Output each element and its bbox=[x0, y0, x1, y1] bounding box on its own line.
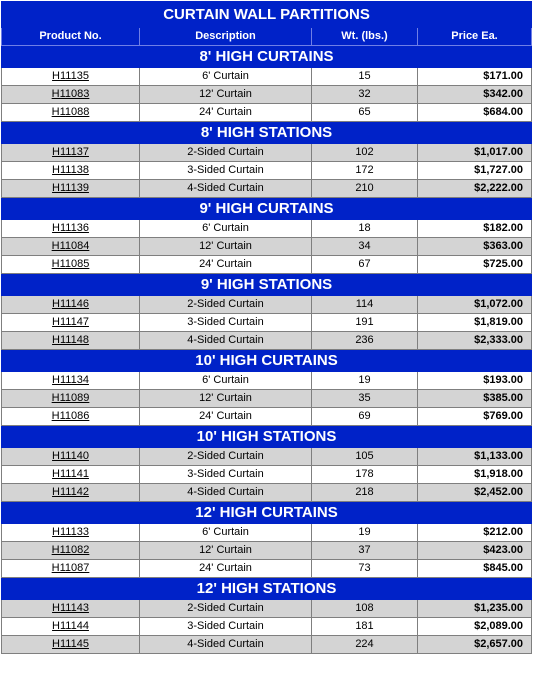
table-row bbox=[2, 162, 532, 180]
description-cell: 3-Sided Curtain bbox=[140, 314, 312, 332]
description-cell: 2-Sided Curtain bbox=[140, 296, 312, 314]
weight-cell: 210 bbox=[312, 180, 418, 198]
table-title: CURTAIN WALL PARTITIONS bbox=[2, 2, 532, 28]
price-cell: $385.00 bbox=[418, 390, 532, 408]
product-number-link[interactable]: H11148 bbox=[52, 334, 89, 346]
price-cell: $684.00 bbox=[418, 104, 532, 122]
price-cell: $423.00 bbox=[418, 542, 532, 560]
description-cell: 3-Sided Curtain bbox=[140, 162, 312, 180]
table-row bbox=[2, 448, 532, 466]
price-cell: $2,452.00 bbox=[418, 484, 532, 502]
price-cell: $193.00 bbox=[418, 372, 532, 390]
weight-cell: 181 bbox=[312, 618, 418, 636]
product-number-cell bbox=[2, 68, 140, 86]
product-number-cell bbox=[2, 86, 140, 104]
weight-cell: 35 bbox=[312, 390, 418, 408]
product-number-link[interactable]: H11147 bbox=[52, 316, 89, 328]
table-row bbox=[2, 296, 532, 314]
section-heading-row bbox=[2, 122, 532, 144]
price-cell: $1,819.00 bbox=[418, 314, 532, 332]
weight-cell: 191 bbox=[312, 314, 418, 332]
weight-cell: 172 bbox=[312, 162, 418, 180]
section-heading: 12' HIGH CURTAINS bbox=[2, 502, 532, 524]
product-number-link[interactable]: H11139 bbox=[52, 182, 89, 194]
description-cell: 12' Curtain bbox=[140, 390, 312, 408]
price-cell: $2,657.00 bbox=[418, 636, 532, 654]
product-number-link[interactable]: H11142 bbox=[52, 486, 89, 498]
weight-cell: 15 bbox=[312, 68, 418, 86]
column-header-product-no: Product No. bbox=[2, 28, 140, 46]
product-number-cell bbox=[2, 144, 140, 162]
product-number-cell bbox=[2, 256, 140, 274]
product-number-cell bbox=[2, 560, 140, 578]
table-row bbox=[2, 636, 532, 654]
table-row bbox=[2, 390, 532, 408]
section-heading: 12' HIGH STATIONS bbox=[2, 578, 532, 600]
table-row bbox=[2, 256, 532, 274]
product-number-cell bbox=[2, 600, 140, 618]
weight-cell: 32 bbox=[312, 86, 418, 104]
product-number-link[interactable]: H11146 bbox=[52, 298, 89, 310]
section-heading-row bbox=[2, 274, 532, 296]
table-row bbox=[2, 618, 532, 636]
price-cell: $1,072.00 bbox=[418, 296, 532, 314]
product-number-cell bbox=[2, 372, 140, 390]
section-heading-row bbox=[2, 426, 532, 448]
table-row bbox=[2, 86, 532, 104]
weight-cell: 34 bbox=[312, 238, 418, 256]
price-cell: $2,089.00 bbox=[418, 618, 532, 636]
weight-cell: 108 bbox=[312, 600, 418, 618]
product-number-link[interactable]: H11141 bbox=[52, 468, 89, 480]
table-row bbox=[2, 524, 532, 542]
section-heading-row bbox=[2, 46, 532, 68]
product-number-link[interactable]: H11083 bbox=[51, 88, 90, 100]
product-number-cell bbox=[2, 524, 140, 542]
table-row bbox=[2, 220, 532, 238]
weight-cell: 19 bbox=[312, 524, 418, 542]
product-number-cell bbox=[2, 542, 140, 560]
weight-cell: 114 bbox=[312, 296, 418, 314]
product-number-cell bbox=[2, 314, 140, 332]
table-row bbox=[2, 600, 532, 618]
product-number-cell bbox=[2, 484, 140, 502]
weight-cell: 236 bbox=[312, 332, 418, 350]
product-number-link[interactable]: H11135 bbox=[52, 70, 89, 82]
table-row bbox=[2, 68, 532, 86]
product-number-cell bbox=[2, 618, 140, 636]
weight-cell: 73 bbox=[312, 560, 418, 578]
description-cell: 12' Curtain bbox=[140, 238, 312, 256]
weight-cell: 37 bbox=[312, 542, 418, 560]
section-heading-row bbox=[2, 350, 532, 372]
table-row bbox=[2, 144, 532, 162]
product-number-cell bbox=[2, 238, 140, 256]
product-number-cell bbox=[2, 180, 140, 198]
column-header-description: Description bbox=[140, 28, 312, 46]
weight-cell: 102 bbox=[312, 144, 418, 162]
section-heading-row bbox=[2, 578, 532, 600]
product-number-link[interactable]: H11144 bbox=[52, 620, 89, 632]
section-heading: 8' HIGH CURTAINS bbox=[2, 46, 532, 68]
price-cell: $2,222.00 bbox=[418, 180, 532, 198]
product-number-link[interactable]: H11088 bbox=[51, 106, 90, 118]
description-cell: 4-Sided Curtain bbox=[140, 636, 312, 654]
section-heading-row bbox=[2, 502, 532, 524]
section-heading: 9' HIGH STATIONS bbox=[2, 274, 532, 296]
column-header-weight: Wt. (lbs.) bbox=[312, 28, 418, 46]
weight-cell: 67 bbox=[312, 256, 418, 274]
product-number-link[interactable]: H11145 bbox=[52, 638, 89, 650]
product-number-cell bbox=[2, 408, 140, 426]
weight-cell: 65 bbox=[312, 104, 418, 122]
price-cell: $1,727.00 bbox=[418, 162, 532, 180]
section-heading: 10' HIGH CURTAINS bbox=[2, 350, 532, 372]
product-number-cell bbox=[2, 466, 140, 484]
product-number-link[interactable]: H11087 bbox=[51, 562, 90, 574]
price-cell: $769.00 bbox=[418, 408, 532, 426]
price-table-container bbox=[1, 1, 531, 654]
description-cell: 24' Curtain bbox=[140, 256, 312, 274]
product-number-link[interactable]: H11143 bbox=[52, 602, 89, 614]
product-number-link[interactable]: H11085 bbox=[51, 258, 90, 270]
price-cell: $1,133.00 bbox=[418, 448, 532, 466]
description-cell: 6' Curtain bbox=[140, 372, 312, 390]
table-row bbox=[2, 332, 532, 350]
weight-cell: 178 bbox=[312, 466, 418, 484]
price-cell: $1,235.00 bbox=[418, 600, 532, 618]
product-number-cell bbox=[2, 104, 140, 122]
description-cell: 6' Curtain bbox=[140, 220, 312, 238]
product-number-link[interactable]: H11140 bbox=[52, 450, 89, 462]
description-cell: 2-Sided Curtain bbox=[140, 144, 312, 162]
description-cell: 6' Curtain bbox=[140, 524, 312, 542]
description-cell: 24' Curtain bbox=[140, 104, 312, 122]
product-number-cell bbox=[2, 162, 140, 180]
table-row bbox=[2, 372, 532, 390]
section-heading: 10' HIGH STATIONS bbox=[2, 426, 532, 448]
product-number-link[interactable]: H11136 bbox=[52, 222, 89, 234]
product-number-link[interactable]: H11086 bbox=[51, 410, 90, 422]
curtain-wall-price-table bbox=[1, 1, 532, 654]
price-cell: $845.00 bbox=[418, 560, 532, 578]
table-row bbox=[2, 484, 532, 502]
table-row bbox=[2, 408, 532, 426]
description-cell: 2-Sided Curtain bbox=[140, 448, 312, 466]
table-row bbox=[2, 180, 532, 198]
column-header-row bbox=[2, 28, 532, 46]
price-cell: $363.00 bbox=[418, 238, 532, 256]
weight-cell: 69 bbox=[312, 408, 418, 426]
weight-cell: 224 bbox=[312, 636, 418, 654]
weight-cell: 105 bbox=[312, 448, 418, 466]
table-row bbox=[2, 104, 532, 122]
product-number-link[interactable]: H11089 bbox=[51, 392, 90, 404]
description-cell: 4-Sided Curtain bbox=[140, 484, 312, 502]
weight-cell: 218 bbox=[312, 484, 418, 502]
price-cell: $342.00 bbox=[418, 86, 532, 104]
price-cell: $1,918.00 bbox=[418, 466, 532, 484]
price-cell: $171.00 bbox=[418, 68, 532, 86]
price-cell: $1,017.00 bbox=[418, 144, 532, 162]
description-cell: 4-Sided Curtain bbox=[140, 180, 312, 198]
product-number-cell bbox=[2, 296, 140, 314]
section-heading-row bbox=[2, 198, 532, 220]
table-row bbox=[2, 560, 532, 578]
table-row bbox=[2, 466, 532, 484]
product-number-cell bbox=[2, 390, 140, 408]
product-number-link[interactable]: H11084 bbox=[51, 240, 90, 252]
section-heading: 8' HIGH STATIONS bbox=[2, 122, 532, 144]
product-number-link[interactable]: H11133 bbox=[52, 526, 89, 538]
product-number-cell bbox=[2, 448, 140, 466]
description-cell: 6' Curtain bbox=[140, 68, 312, 86]
column-header-price: Price Ea. bbox=[418, 28, 532, 46]
price-cell: $212.00 bbox=[418, 524, 532, 542]
description-cell: 24' Curtain bbox=[140, 560, 312, 578]
weight-cell: 18 bbox=[312, 220, 418, 238]
description-cell: 12' Curtain bbox=[140, 542, 312, 560]
product-number-cell bbox=[2, 220, 140, 238]
description-cell: 3-Sided Curtain bbox=[140, 618, 312, 636]
price-cell: $182.00 bbox=[418, 220, 532, 238]
table-row bbox=[2, 314, 532, 332]
description-cell: 3-Sided Curtain bbox=[140, 466, 312, 484]
price-cell: $725.00 bbox=[418, 256, 532, 274]
table-title-row bbox=[2, 2, 532, 28]
product-number-cell bbox=[2, 636, 140, 654]
weight-cell: 19 bbox=[312, 372, 418, 390]
product-number-link[interactable]: H11137 bbox=[52, 146, 89, 158]
product-number-link[interactable]: H11134 bbox=[52, 374, 89, 386]
table-row bbox=[2, 542, 532, 560]
description-cell: 4-Sided Curtain bbox=[140, 332, 312, 350]
product-number-link[interactable]: H11138 bbox=[52, 164, 89, 176]
table-row bbox=[2, 238, 532, 256]
description-cell: 24' Curtain bbox=[140, 408, 312, 426]
description-cell: 12' Curtain bbox=[140, 86, 312, 104]
product-number-cell bbox=[2, 332, 140, 350]
product-number-link[interactable]: H11082 bbox=[51, 544, 90, 556]
section-heading: 9' HIGH CURTAINS bbox=[2, 198, 532, 220]
description-cell: 2-Sided Curtain bbox=[140, 600, 312, 618]
price-cell: $2,333.00 bbox=[418, 332, 532, 350]
